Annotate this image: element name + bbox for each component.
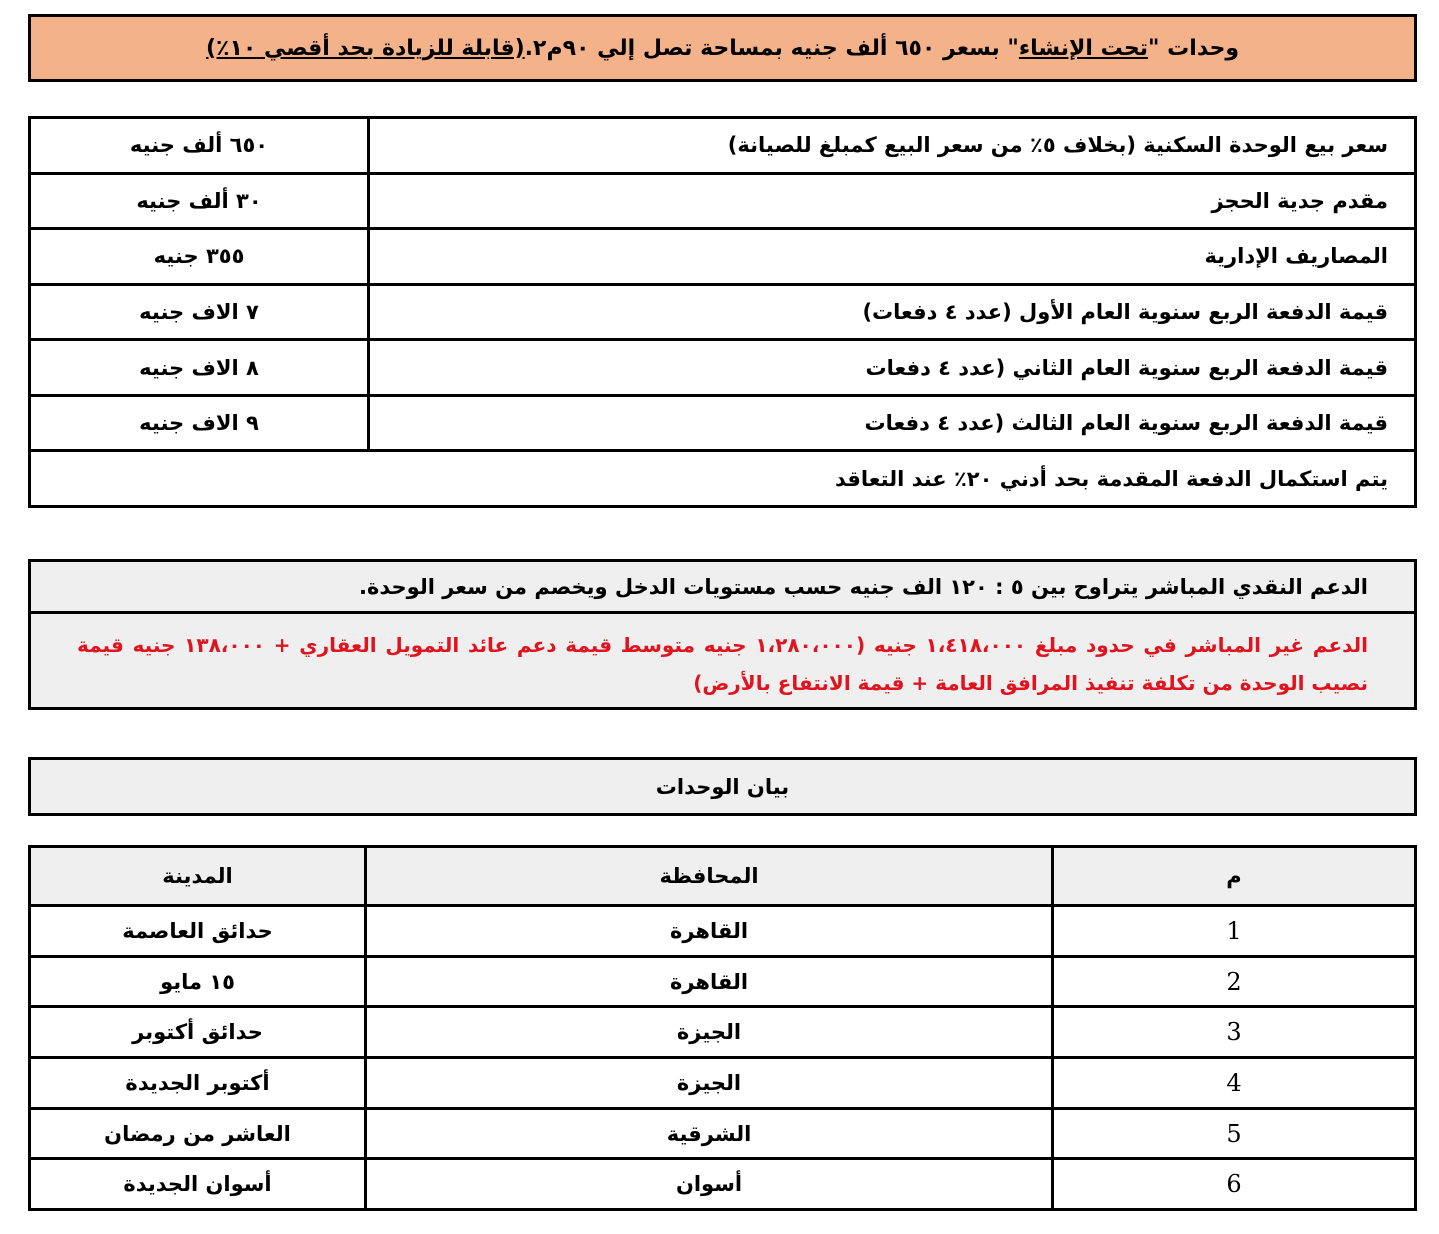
indirect-support-text: الدعم غير المباشر في حدود مبلغ ١،٤١٨،٠٠٠ جنيه (١،٢٨٠،٠٠٠ جنيه متوسط قيمة دعم عائد التمويل العقاري + ١٣٨،٠٠٠ جنيه قيمة نصيب الوحدة من تكلفة تنفيذ المرافق العامة + قيمة الانتفاع بالأرض): [77, 633, 1369, 695]
table-header-row: [31, 848, 1414, 904]
pricing-label: مقدم جدية الحجز: [1211, 188, 1388, 213]
cell-no: 4: [1226, 1068, 1242, 1097]
pricing-row: [31, 119, 1414, 172]
pricing-value: ٩ الاف جنيه: [31, 397, 370, 450]
cell-city: ١٥ مايو: [31, 958, 367, 1006]
pricing-row: [31, 338, 1414, 394]
header-no: م: [1226, 864, 1242, 888]
title-banner: [28, 14, 1417, 82]
pricing-row: [31, 283, 1414, 339]
cell-no: 2: [1226, 967, 1242, 996]
cell-no: 3: [1226, 1018, 1242, 1047]
cell-governorate: القاهرة: [367, 907, 1054, 955]
table-row: [31, 1005, 1414, 1056]
pricing-note-row: [31, 449, 1414, 505]
cell-governorate: القاهرة: [367, 958, 1054, 1006]
banner-status: تحت الإنشاء: [1018, 35, 1149, 61]
units-heading-text: بيان الوحدات: [655, 774, 790, 799]
pricing-label: قيمة الدفعة الربع سنوية العام الأول (عدد ٤ دفعات): [862, 300, 1388, 325]
cell-city: أكتوبر الجديدة: [31, 1059, 367, 1107]
header-governorate: المحافظة: [367, 848, 1054, 904]
units-heading: [28, 757, 1417, 816]
pricing-value: ٣٠ ألف جنيه: [31, 175, 370, 228]
banner-note: (قابلة للزيادة بحد أقصي ١٠٪): [205, 35, 525, 61]
cell-no: 5: [1226, 1119, 1242, 1148]
pricing-value: ٣٥٥ جنيه: [31, 230, 370, 283]
table-row: [31, 1056, 1414, 1107]
cell-governorate: الشرقية: [367, 1110, 1054, 1158]
pricing-row: [31, 394, 1414, 450]
table-row: [31, 1107, 1414, 1158]
cell-governorate: الجيزة: [367, 1008, 1054, 1056]
units-table: [28, 845, 1417, 1211]
pricing-label: المصاريف الإدارية: [1204, 244, 1388, 269]
pricing-value: ٨ الاف جنيه: [31, 341, 370, 394]
cell-governorate: الجيزة: [367, 1059, 1054, 1107]
direct-support-text: الدعم النقدي المباشر يتراوح بين ٥ : ١٢٠ الف جنيه حسب مستويات الدخل ويخصم من سعر الوحدة.: [31, 562, 1414, 614]
cell-city: العاشر من رمضان: [31, 1110, 367, 1158]
pricing-note: يتم استكمال الدفعة المقدمة بحد أدني ٢٠٪ عند التعاقد: [835, 466, 1388, 491]
pricing-table: [28, 116, 1417, 508]
pricing-label: سعر بيع الوحدة السكنية (بخلاف ٥٪ من سعر البيع كمبلغ للصيانة): [727, 133, 1388, 158]
cell-city: أسوان الجديدة: [31, 1160, 367, 1208]
support-box: [28, 559, 1417, 710]
pricing-value: ٦٥٠ ألف جنيه: [31, 119, 370, 172]
pricing-value: ٧ الاف جنيه: [31, 286, 370, 339]
pricing-label: قيمة الدفعة الربع سنوية العام الثالث (عدد ٤ دفعات: [864, 411, 1388, 436]
cell-no: 1: [1226, 916, 1242, 945]
table-row: [31, 904, 1414, 955]
pricing-row: [31, 172, 1414, 228]
cell-governorate: أسوان: [367, 1160, 1054, 1208]
banner-text: وحدات "تحت الإنشاء" بسعر ٦٥٠ ألف جنيه بمساحة تصل إلي ٩٠م٢.(قابلة للزيادة بحد أقصي ١٠٪): [205, 35, 1240, 61]
header-city: المدينة: [31, 848, 367, 904]
pricing-label: قيمة الدفعة الربع سنوية العام الثاني (عدد ٤ دفعات: [865, 355, 1388, 380]
table-row: [31, 1157, 1414, 1208]
pricing-row: [31, 227, 1414, 283]
cell-city: حدائق العاصمة: [31, 907, 367, 955]
cell-no: 6: [1226, 1170, 1242, 1199]
table-row: [31, 955, 1414, 1006]
cell-city: حدائق أكتوبر: [31, 1008, 367, 1056]
